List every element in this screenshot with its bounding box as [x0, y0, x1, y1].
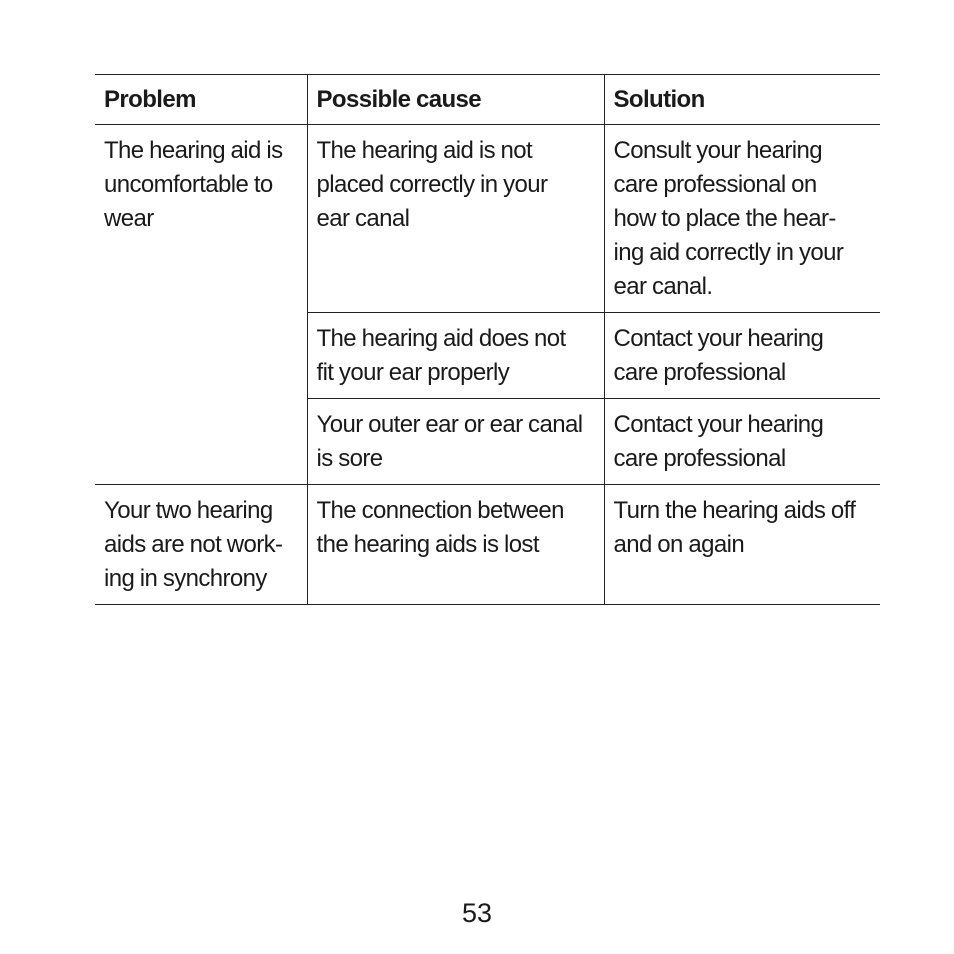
solution-line: how to place the hear- — [613, 205, 836, 232]
solution-line: ear canal. — [613, 273, 713, 300]
cause-line: the hearing aids is lost — [316, 531, 539, 558]
problem-line: wear — [104, 205, 154, 232]
cause-line: Your outer ear or ear canal — [316, 411, 583, 438]
cause-cell — [307, 485, 604, 605]
solution-line: ing aid correctly in your — [613, 239, 844, 266]
solution-line: Contact your hearing — [613, 411, 824, 438]
troubleshooting-table — [95, 74, 880, 605]
problem-line: Your two hearing — [104, 497, 273, 524]
page-number: 53 — [461, 898, 493, 928]
table-row — [95, 125, 880, 313]
solution-line: care professional — [613, 359, 786, 386]
solution-cell — [604, 125, 880, 313]
cause-cell — [307, 313, 604, 399]
table-header-row — [95, 75, 880, 125]
problem-cell — [95, 485, 307, 605]
solution-line: Turn the hearing aids off — [613, 497, 856, 524]
cause-line: The hearing aid is not — [316, 137, 533, 164]
problem-line: aids are not work- — [104, 531, 283, 558]
cause-line: placed correctly in your — [316, 171, 548, 198]
header-possible-cause: Possible cause — [307, 75, 604, 125]
cause-cell — [307, 125, 604, 313]
table-row — [95, 485, 880, 605]
cause-line: ear canal — [316, 205, 410, 232]
cause-line: The connection between — [316, 497, 564, 524]
cause-line: fit your ear properly — [316, 359, 510, 386]
solution-line: Contact your hearing — [613, 325, 824, 352]
problem-line: ing in synchrony — [104, 565, 267, 592]
problem-line: uncomfortable to — [104, 171, 273, 198]
cause-cell — [307, 399, 604, 485]
header-problem: Problem — [95, 75, 307, 125]
solution-cell — [604, 485, 880, 605]
solution-line: Consult your hearing — [613, 137, 822, 164]
solution-line: and on again — [613, 531, 745, 558]
solution-line: care professional on — [613, 171, 817, 198]
header-solution: Solution — [604, 75, 880, 125]
problem-line: The hearing aid is — [104, 137, 283, 164]
solution-cell — [604, 399, 880, 485]
solution-line: care professional — [613, 445, 786, 472]
problem-cell — [95, 125, 307, 485]
cause-line: The hearing aid does not — [316, 325, 566, 352]
cause-line: is sore — [316, 445, 383, 472]
solution-cell — [604, 313, 880, 399]
